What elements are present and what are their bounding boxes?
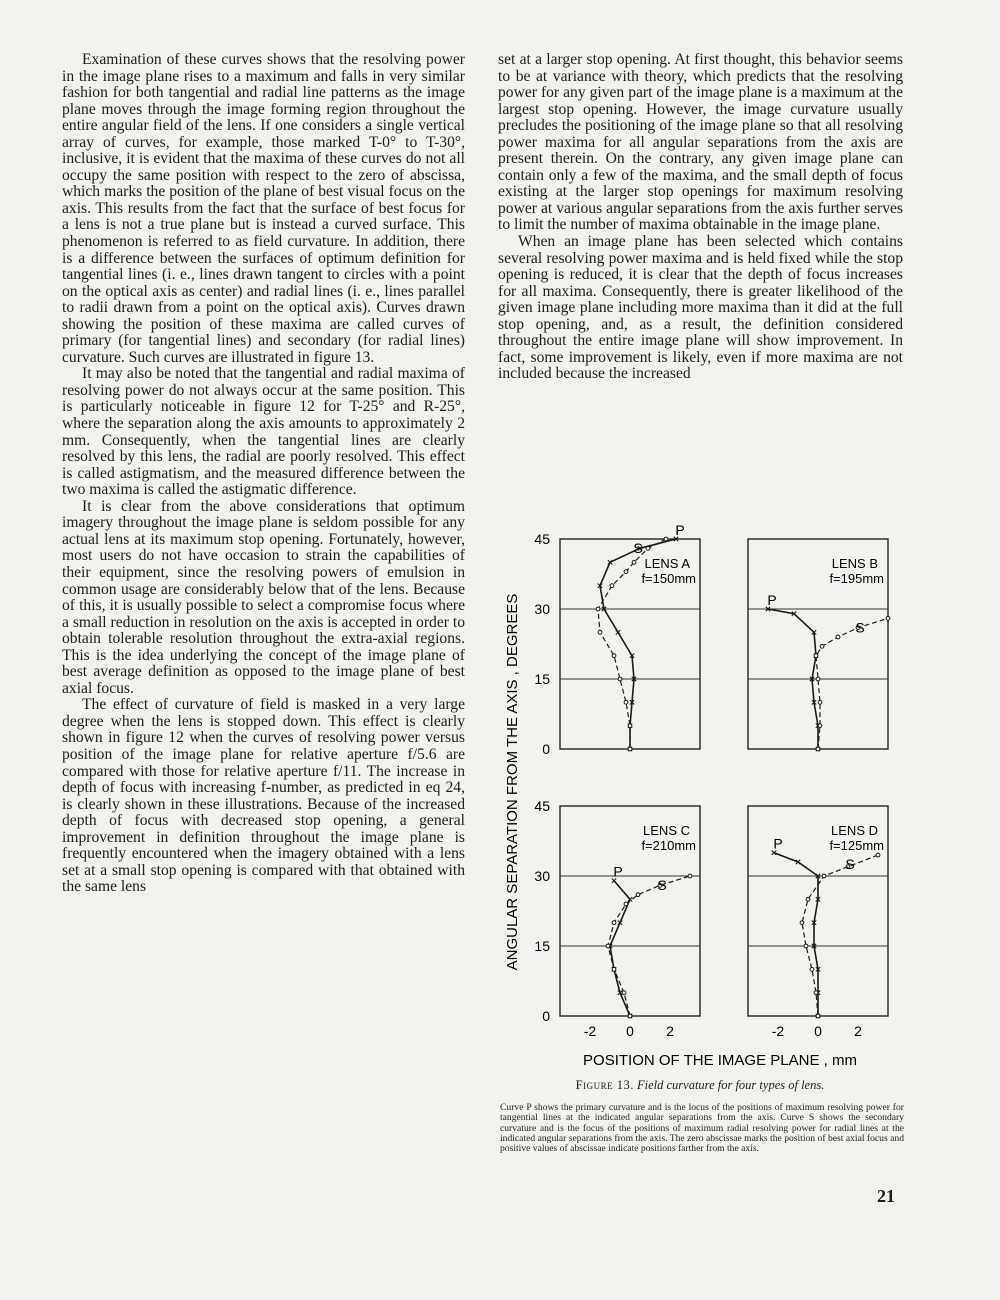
data-point [814, 991, 818, 995]
data-point [622, 991, 626, 995]
paragraph: It may also be noted that the tangential and radial maxima of resolving power do not always occur at the same position. This is particularly noticeable in figure 12 for T-25° and R-25°, where the separation along the axis amounts to approximately 2 mm. Consequently, when the tangential lines are clearly resolved by this lens, the radial are poorly resolved. This effect is called astigmatism, and the measured difference between the two maxima is called the astigmatic difference. [62, 365, 465, 499]
page-number: 21 [877, 1186, 895, 1206]
data-point [612, 921, 616, 925]
curve-label-s: S [845, 856, 855, 872]
data-point [628, 1014, 632, 1018]
figure-caption [500, 1078, 900, 1093]
x-tick-label: -2 [771, 1023, 785, 1039]
data-point [816, 677, 820, 681]
y-axis-title: ANGULAR SEPARATION FROM THE AXIS , DEGREES [504, 593, 521, 971]
data-point [612, 967, 616, 971]
left-text-column [62, 52, 465, 896]
focal-length-label: f=210mm [641, 838, 696, 853]
data-point [628, 747, 632, 751]
right-text-column [498, 52, 903, 383]
data-point [624, 902, 628, 906]
data-point [816, 747, 820, 751]
lens-label: LENS C [643, 823, 690, 838]
lens-label: LENS D [831, 823, 878, 838]
data-point [688, 874, 692, 878]
focal-length-label: f=125mm [829, 838, 884, 853]
curve-label-p: P [613, 863, 623, 880]
data-point [814, 654, 818, 658]
data-point [836, 635, 840, 639]
y-tick-label: 30 [534, 601, 550, 617]
data-point [810, 967, 814, 971]
curve-label-s: S [633, 540, 643, 556]
data-point [664, 537, 668, 541]
y-tick-label: 15 [534, 938, 550, 954]
y-tick-label: 0 [542, 1008, 550, 1024]
data-point [624, 700, 628, 704]
data-point [806, 897, 810, 901]
data-point [612, 654, 616, 658]
x-tick-label: 0 [626, 1023, 634, 1039]
curve-p [610, 881, 630, 1016]
y-tick-label: 45 [534, 798, 550, 814]
data-point [886, 616, 890, 620]
data-point [646, 546, 650, 550]
x-tick-label: 2 [854, 1023, 862, 1039]
y-tick-label: 30 [534, 868, 550, 884]
data-point [618, 677, 622, 681]
lens-label: LENS A [644, 556, 690, 571]
data-point [822, 874, 826, 878]
focal-length-label: f=150mm [641, 571, 696, 586]
field-curvature-chart [488, 520, 908, 1080]
y-tick-label: 0 [542, 741, 550, 757]
x-tick-label: -2 [583, 1023, 597, 1039]
data-point [820, 644, 824, 648]
data-point [596, 607, 600, 611]
y-tick-label: 15 [534, 671, 550, 687]
focal-length-label: f=195mm [829, 571, 884, 586]
y-tick-label: 45 [534, 531, 550, 547]
lens-label: LENS B [831, 556, 878, 571]
curve-label-p: P [675, 522, 685, 538]
data-point [610, 584, 614, 588]
data-point [816, 1014, 820, 1018]
curve-label-s: S [855, 619, 865, 636]
data-point [800, 921, 804, 925]
paragraph: The effect of curvature of field is masked in a very large degree when the lens is stopped down. This effect is clearly shown in figure 12 when the curves of resolving power versus position of the image plane for relative aperture f/5.6 are compared with those for relative aperture f/11. The increase in depth of focus with increasing f-number, as predicted in eq 24, is clearly shown in these illustrations. Because of the increased depth of focus with decreased stop opening, a general improvement in definition throughout the image plane is frequently encountered when the imagery obtained with a lens set at a small stop opening is compared with that obtained with the same lens [62, 696, 465, 896]
caption-title: Field curvature for four types of lens. [636, 1078, 825, 1092]
curve-p [774, 853, 818, 1016]
x-axis-title: POSITION OF THE IMAGE PLANE , mm [583, 1052, 857, 1069]
curve-label-s: S [657, 877, 667, 893]
caption-label: Figure 13. [575, 1078, 634, 1092]
paragraph: It is clear from the above considerations that optimum imagery throughout the image plane is seldom possible for any actual lens at its maximum stop opening. Fortunately, however, most users do not have occasion to strain the capabilities of their equipment, since the resolving powers of emulsion in common usage are considerably below that of the lens. Because of this, it is usually possible to select a compromise focus where a small reduction in resolution on the axis is accepted in order to obtain tolerable resolution throughout the extra-axial regions. This is the idea underlying the concept of the image plane of best average definition as opposed to the image plane of best axial focus. [62, 497, 465, 697]
curve-label-p: P [767, 592, 777, 608]
data-point [628, 724, 632, 728]
curve-label-p: P [773, 835, 783, 852]
paragraph: Examination of these curves shows that the resolving power in the image plane rises to a maximum and falls in very similar fashion for both tangential and radial line patterns as the image plane moves through the image forming region throughout the entire angular field of the lens. If one considers a single vertical array of curves, for example, those marked T-0° to T-30°, inclusive, it is evident that the maxima of these curves do not all occupy the same position with respect to the zero of abscissa, which marks the position of the plane of best visual focus on the axis. This results from the fact that the surface of best focus for a lens is not a true plane but is instead a curved surface. This phenomenon is referred to as field curvature. In addition, there is a difference between the surfaces of optimum definition for tangential lines (i. e., lines drawn tangent to circles with a point on the optical axis as center) and radial lines (i. e., lines parallel to radii drawn from a point on the optical axis). Curves drawn showing the position of these maxima are called curves of primary (for tangential lines) and secondary (for radial lines) curvature. Such curves are illustrated in figure 13. [62, 51, 465, 366]
figure-note: Curve P shows the primary curvature and is the locus of the positions of maximum resolving power for tangential lines at the indicated angular separations from the axis. Curve S shows the secondary curvature and is the focus of the positions of maximum radial resolving power for radial lines at the indicated angular separations from the axis. The zero abscissae marks the position of best axial focus and positive values of abscissae indicate positions farther from the axis. [500, 1102, 904, 1155]
data-point [606, 944, 610, 948]
paragraph: set at a larger stop opening. At first thought, this behavior seems to be at variance with theory, which predicts that the resolving power for any given part of the image plane is a maximum at the largest stop opening. However, the image curvature usually precludes the positioning of the image plane so that all resolving power maxima for all angular separations from the axis are present therein. On the contrary, any given image plane can contain only a few of the maxima, and the small depth of focus existing at the larger stop openings for maximum resolving power at various angular separations from the axis further serves to limit the number of maxima obtainable in the image plane. [498, 51, 903, 234]
data-point [598, 630, 602, 634]
data-point [624, 570, 628, 574]
data-point [876, 853, 880, 857]
data-point [804, 944, 808, 948]
data-point [818, 724, 822, 728]
figure-13 [488, 520, 908, 1080]
data-point [818, 700, 822, 704]
paragraph: When an image plane has been selected which contains several resolving power maxima and is held fixed while the stop opening is reduced, it is clear that the depth of focus increases for all maxima. Consequently, there is greater likelihood of the given image plane including more maxima than it did at the full stop opening, and, as a result, the definition considered throughout the entire image plane will show improvement. In fact, some improvement is likely, even if more maxima are not included because the increased [498, 233, 903, 383]
data-point [636, 893, 640, 897]
data-point [632, 560, 636, 564]
x-tick-label: 2 [666, 1023, 674, 1039]
x-tick-label: 0 [814, 1023, 822, 1039]
curve-s [816, 618, 888, 749]
